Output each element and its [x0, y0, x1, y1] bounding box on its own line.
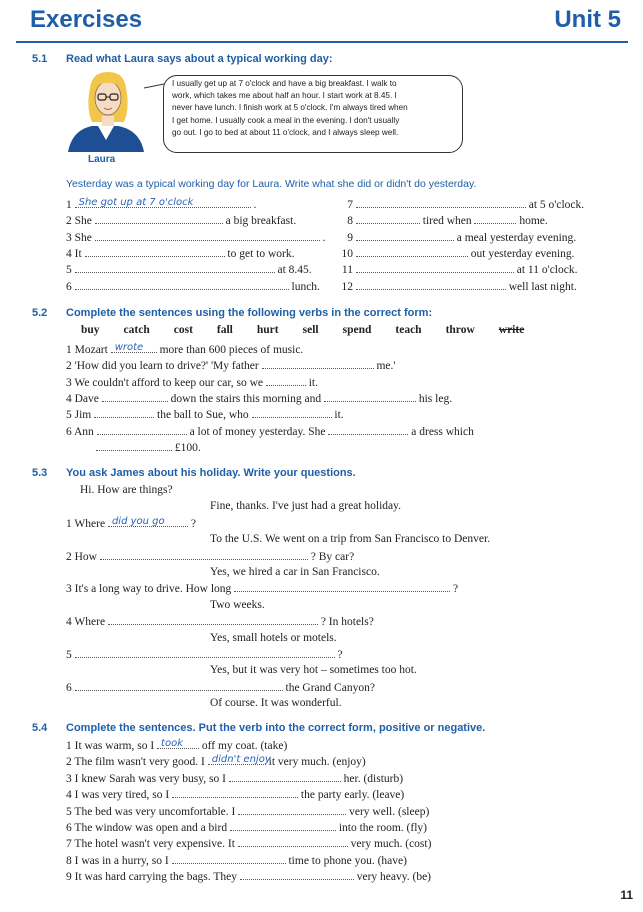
item-text: a dress which — [411, 425, 474, 438]
item-number: 1 — [66, 199, 72, 211]
header-rule — [16, 41, 628, 43]
section-5-4-number: 5.4 — [32, 722, 48, 734]
verb-buy: buy — [81, 324, 100, 336]
verb-fall: fall — [216, 324, 233, 336]
answer-blank[interactable] — [230, 821, 336, 831]
s51-left-item — [66, 247, 294, 260]
s52-cont-text: £100. — [174, 442, 201, 454]
section-5-3-number: 5.3 — [32, 467, 48, 479]
item-suffix: at 5 o'clock. — [528, 199, 585, 211]
verb-catch: catch — [123, 324, 150, 336]
verb-throw: throw — [445, 324, 475, 336]
answer-line — [210, 697, 342, 709]
item-middle: tired when — [422, 215, 472, 228]
answer-blank[interactable] — [234, 582, 450, 592]
s51-left-item — [66, 198, 256, 211]
answer-blank[interactable] — [172, 854, 286, 864]
item-text: off my coat. (take) — [201, 740, 288, 752]
answer-line — [210, 632, 337, 644]
item-number: 5 — [66, 264, 72, 277]
handwritten-answer: did you go — [111, 515, 165, 527]
answer-blank[interactable] — [356, 231, 454, 241]
answer-blank[interactable] — [75, 263, 275, 273]
item-number: 6 — [66, 822, 72, 834]
answer-blank[interactable] — [356, 247, 468, 257]
item-text: into the room. (fly) — [338, 822, 427, 834]
laura-speech-bubble — [163, 75, 463, 153]
bubble-line: I get home. I usually cook a meal in the evening. I don't usually — [172, 115, 400, 125]
bubble-line: go out. I go to bed at about 11 o'clock, and I always sleep well. — [172, 127, 399, 137]
item-suffix: a meal yesterday evening. — [456, 231, 577, 244]
item-text: I knew Sarah was very busy, so I — [74, 772, 226, 785]
s54-item — [66, 837, 431, 850]
item-number: 6 — [66, 280, 72, 293]
item-number: 6 — [66, 425, 72, 438]
page-number: 11 — [620, 888, 633, 902]
item-number: 2 — [66, 215, 72, 228]
page-title: Exercises — [30, 6, 143, 33]
reply-text: Two weeks. — [210, 598, 265, 611]
question-end: ? — [337, 649, 343, 661]
answer-blank[interactable] — [111, 343, 157, 353]
item-suffix: at 8.45. — [277, 264, 312, 277]
answer-blank[interactable] — [208, 754, 271, 766]
handwritten-answer: wrote — [114, 342, 144, 353]
reply-text: To the U.S. We went on a trip from San Francisco to Denver. — [210, 533, 491, 546]
question-text: 5 — [66, 649, 72, 661]
item-suffix: lunch. — [291, 280, 320, 293]
item-suffix: well last night. — [508, 280, 577, 293]
item-text: the ball to Sue, who — [157, 409, 249, 422]
answer-line — [210, 566, 380, 578]
answer-blank[interactable] — [75, 681, 283, 691]
verb-spend: spend — [342, 324, 372, 336]
bubble-line: never have lunch. I finish work at 5 o'clock. I'm always tired when — [172, 103, 408, 113]
answer-blank[interactable] — [108, 517, 188, 527]
answer-blank[interactable] — [356, 198, 526, 208]
s51-left-item — [66, 280, 320, 293]
verb-teach: teach — [395, 324, 422, 336]
question-end: ? — [190, 517, 196, 530]
s54-item — [66, 739, 287, 752]
s52-item — [66, 343, 303, 356]
answer-blank[interactable] — [474, 214, 516, 224]
answer-blank[interactable] — [328, 425, 408, 435]
item-suffix: out yesterday evening. — [470, 247, 575, 260]
answer-blank[interactable] — [85, 247, 225, 257]
question-end: the Grand Canyon? — [285, 681, 375, 694]
item-text: her. (disturb) — [343, 772, 404, 785]
s51-right-item — [333, 263, 598, 276]
item-text: it very much. (enjoy) — [268, 756, 366, 769]
item-number: 9 — [347, 231, 353, 244]
question-end: ? — [453, 583, 459, 596]
s52-item — [66, 392, 452, 405]
answer-blank[interactable] — [95, 214, 223, 224]
question-end: ? In hotels? — [320, 616, 374, 629]
item-number: 11 — [341, 264, 353, 277]
question-text: Hi. How are things? — [80, 484, 173, 496]
bubble-line: work, which takes me about half an hour. I start work at 8.45. I — [172, 91, 397, 101]
question-line — [66, 582, 458, 595]
s54-item — [66, 854, 407, 867]
verb-write: write — [498, 324, 525, 336]
item-prefix: She — [74, 215, 92, 228]
reply-text: Yes, we hired a car in San Francisco. — [210, 566, 380, 578]
item-number: 3 — [66, 772, 72, 785]
item-number: 9 — [66, 871, 72, 884]
item-text: time to phone you. (have) — [288, 854, 407, 867]
answer-blank[interactable] — [252, 408, 332, 418]
unit-label: Unit 5 — [554, 6, 621, 33]
item-text: very much. (cost) — [350, 838, 432, 851]
item-text: it. — [334, 409, 344, 422]
item-number: 8 — [347, 215, 353, 228]
answer-blank[interactable] — [75, 280, 289, 290]
item-text: his leg. — [418, 392, 453, 405]
question-text: 1 Where — [66, 517, 106, 530]
answer-blank[interactable] — [102, 392, 168, 402]
item-number: 1 — [66, 740, 72, 752]
verb-sell: sell — [302, 324, 319, 336]
section-5-3-instruction: You ask James about his holiday. Write your questions. — [66, 467, 356, 479]
bubble-line: I usually get up at 7 o'clock and have a big breakfast. I walk to — [172, 79, 397, 88]
item-suffix: at 11 o'clock. — [516, 264, 578, 277]
item-number: 7 — [347, 199, 353, 211]
verb-list — [81, 324, 548, 336]
item-text: Jim — [74, 409, 92, 422]
item-text: I was very tired, so I — [74, 789, 170, 802]
section-5-1-task: Yesterday was a typical working day for Laura. Write what she did or didn't do yesterday. — [66, 178, 477, 190]
item-number: 1 — [66, 344, 72, 356]
s51-right-item — [333, 231, 598, 244]
item-text: The bed was very uncomfortable. I — [74, 805, 236, 818]
reply-text: Of course. It was wonderful. — [210, 697, 342, 710]
s54-item — [66, 870, 431, 883]
answer-blank[interactable] — [94, 408, 154, 418]
s51-right-item — [333, 214, 598, 227]
s52-item — [66, 408, 344, 421]
answer-blank[interactable] — [95, 231, 320, 241]
s51-right-item — [333, 280, 598, 293]
item-number: 4 — [66, 247, 72, 260]
answer-blank[interactable] — [238, 805, 346, 815]
verb-hurt: hurt — [256, 324, 279, 336]
s52-item — [66, 376, 318, 389]
section-5-2-number: 5.2 — [32, 307, 48, 319]
question-text: 6 — [66, 681, 72, 694]
s51-left-item — [66, 263, 312, 276]
verb-cost: cost — [173, 324, 193, 336]
reply-text: Yes, but it was very hot – sometimes too hot. — [210, 664, 417, 677]
item-text: The hotel wasn't very expensive. It — [74, 838, 235, 851]
item-text: more than 600 pieces of music. — [159, 344, 304, 356]
answer-blank[interactable] — [356, 263, 514, 273]
s52-item — [66, 425, 474, 438]
item-number: 2 — [66, 756, 72, 769]
question-end: ? By car? — [310, 550, 355, 563]
s52-item — [66, 359, 395, 372]
reply-text: Fine, thanks. I've just had a great holiday. — [210, 500, 402, 513]
item-number: 3 — [66, 376, 72, 389]
s54-item — [66, 755, 366, 768]
question-line — [66, 681, 375, 694]
item-number: 4 — [66, 392, 72, 405]
item-number: 3 — [66, 231, 72, 244]
s51-left-item — [66, 214, 296, 227]
item-number: 8 — [66, 854, 72, 867]
question-line — [80, 484, 173, 496]
item-number: 4 — [66, 789, 72, 802]
item-suffix: . — [322, 231, 326, 244]
answer-blank[interactable] — [75, 198, 251, 208]
answer-blank[interactable] — [96, 441, 172, 451]
question-line — [66, 615, 374, 628]
answer-line — [210, 599, 265, 611]
answer-blank[interactable] — [356, 214, 420, 224]
section-5-4-instruction: Complete the sentences. Put the verb into the correct form, positive or negative. — [66, 722, 486, 734]
item-text: very well. (sleep) — [349, 805, 430, 818]
item-text: The film wasn't very good. I — [74, 756, 205, 769]
item-text: a lot of money yesterday. She — [189, 425, 326, 438]
answer-blank[interactable] — [324, 392, 416, 402]
answer-blank[interactable] — [356, 280, 506, 290]
answer-blank[interactable] — [266, 376, 306, 386]
question-line — [66, 517, 196, 530]
answer-blank[interactable] — [108, 615, 318, 625]
handwritten-answer: didn't enjoy — [211, 754, 271, 766]
handwritten-answer: She got up at 7 o'clock — [78, 197, 194, 208]
answer-blank[interactable] — [75, 648, 335, 658]
question-line — [66, 648, 343, 661]
s52-continuation — [96, 441, 201, 454]
handwritten-answer: took — [161, 738, 183, 749]
s51-right-item — [333, 247, 598, 260]
question-text: 2 How — [66, 550, 97, 563]
item-text: We couldn't afford to keep our car, so we — [74, 376, 263, 389]
item-prefix: She — [74, 231, 92, 244]
item-number: 5 — [66, 805, 72, 818]
item-suffix: . — [253, 199, 257, 211]
item-text: me.' — [376, 360, 396, 373]
answer-blank[interactable] — [262, 359, 374, 369]
item-text: The window was open and a bird — [74, 822, 228, 834]
item-text: the party early. (leave) — [300, 789, 405, 802]
answer-blank[interactable] — [229, 772, 341, 782]
item-number: 2 — [66, 360, 72, 373]
item-suffix: home. — [519, 215, 548, 228]
laura-illustration — [62, 68, 166, 154]
item-text: it. — [308, 376, 318, 389]
laura-caption: Laura — [88, 154, 116, 165]
item-text: It was warm, so I — [74, 740, 155, 752]
item-number: 12 — [341, 280, 353, 293]
item-suffix: to get to work. — [227, 247, 295, 260]
item-number: 7 — [66, 838, 72, 851]
item-text: It was hard carrying the bags. They — [74, 871, 237, 884]
section-5-2-instruction: Complete the sentences using the following verbs in the correct form: — [66, 307, 433, 319]
answer-line — [210, 533, 490, 545]
item-prefix: It — [74, 247, 82, 260]
s51-right-item — [333, 198, 598, 211]
section-5-1-number: 5.1 — [32, 53, 48, 65]
item-suffix: a big breakfast. — [225, 215, 297, 228]
section-5-1-instruction: Read what Laura says about a typical working day: — [66, 53, 333, 65]
item-text: very heavy. (be) — [356, 871, 432, 884]
s54-item — [66, 788, 404, 801]
answer-blank[interactable] — [100, 550, 308, 560]
answer-line — [210, 500, 401, 512]
question-text: 3 It's a long way to drive. How long — [66, 583, 232, 596]
s54-item — [66, 805, 429, 818]
item-text: Mozart — [74, 344, 108, 356]
item-text: Ann — [74, 425, 94, 438]
item-number: 5 — [66, 409, 72, 422]
question-line — [66, 550, 354, 563]
s51-left-item — [66, 231, 326, 244]
answer-blank[interactable] — [97, 425, 187, 435]
s54-item — [66, 821, 427, 834]
item-text: 'How did you learn to drive?' 'My father — [74, 360, 259, 373]
item-text: down the stairs this morning and — [170, 392, 322, 405]
answer-blank[interactable] — [157, 739, 199, 749]
answer-blank[interactable] — [238, 837, 348, 847]
question-text: 4 Where — [66, 616, 106, 629]
answer-line — [210, 664, 417, 676]
item-text: I was in a hurry, so I — [74, 854, 169, 867]
item-text: Dave — [74, 392, 99, 405]
s54-item — [66, 772, 403, 785]
item-number: 10 — [341, 247, 353, 260]
answer-blank[interactable] — [240, 870, 354, 880]
answer-blank[interactable] — [172, 788, 298, 798]
reply-text: Yes, small hotels or motels. — [210, 631, 337, 644]
